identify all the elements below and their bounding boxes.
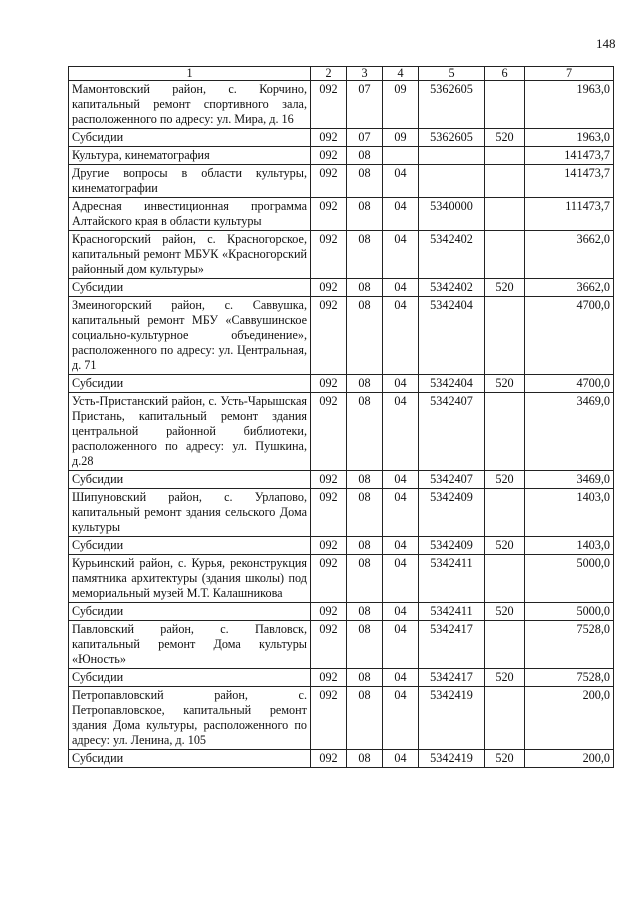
column-header: 7 xyxy=(525,67,614,81)
target-article-cell: 5340000 xyxy=(419,198,485,231)
amount-cell: 111473,7 xyxy=(525,198,614,231)
target-article-cell: 5342409 xyxy=(419,537,485,555)
amount-cell: 1963,0 xyxy=(525,81,614,129)
amount-cell: 3662,0 xyxy=(525,279,614,297)
amount-cell: 7528,0 xyxy=(525,669,614,687)
column-header: 1 xyxy=(69,67,311,81)
section-cell: 08 xyxy=(347,621,383,669)
amount-cell: 200,0 xyxy=(525,750,614,768)
row-name-cell: Субсидии xyxy=(69,375,311,393)
table-row xyxy=(69,750,614,768)
section-cell: 08 xyxy=(347,555,383,603)
expense-type-cell: 520 xyxy=(485,603,525,621)
expense-type-cell xyxy=(485,297,525,375)
section-cell: 07 xyxy=(347,81,383,129)
amount-cell: 1403,0 xyxy=(525,537,614,555)
target-article-cell: 5342407 xyxy=(419,393,485,471)
admin-code-cell: 092 xyxy=(311,750,347,768)
target-article-cell: 5342404 xyxy=(419,375,485,393)
table-row xyxy=(69,231,614,279)
amount-cell: 141473,7 xyxy=(525,165,614,198)
section-cell: 08 xyxy=(347,669,383,687)
target-article-cell xyxy=(419,165,485,198)
expense-type-cell xyxy=(485,231,525,279)
row-name-cell: Субсидии xyxy=(69,669,311,687)
section-cell: 08 xyxy=(347,489,383,537)
subsection-cell: 04 xyxy=(383,297,419,375)
row-name-cell: Павловский район, с. Павловск, капитальный ремонт Дома культуры «Юность» xyxy=(69,621,311,669)
amount-cell: 3662,0 xyxy=(525,231,614,279)
budget-table xyxy=(68,66,614,768)
expense-type-cell xyxy=(485,555,525,603)
expense-type-cell xyxy=(485,393,525,471)
amount-cell: 4700,0 xyxy=(525,297,614,375)
admin-code-cell: 092 xyxy=(311,471,347,489)
table-row xyxy=(69,147,614,165)
subsection-cell: 04 xyxy=(383,231,419,279)
admin-code-cell: 092 xyxy=(311,81,347,129)
target-article-cell: 5342402 xyxy=(419,231,485,279)
section-cell: 08 xyxy=(347,393,383,471)
subsection-cell: 04 xyxy=(383,621,419,669)
expense-type-cell xyxy=(485,147,525,165)
section-cell: 07 xyxy=(347,129,383,147)
subsection-cell: 04 xyxy=(383,750,419,768)
expense-type-cell: 520 xyxy=(485,537,525,555)
admin-code-cell: 092 xyxy=(311,231,347,279)
admin-code-cell: 092 xyxy=(311,621,347,669)
section-cell: 08 xyxy=(347,147,383,165)
table-row xyxy=(69,471,614,489)
subsection-cell: 04 xyxy=(383,165,419,198)
section-cell: 08 xyxy=(347,687,383,750)
target-article-cell: 5342402 xyxy=(419,279,485,297)
amount-cell: 141473,7 xyxy=(525,147,614,165)
admin-code-cell: 092 xyxy=(311,147,347,165)
row-name-cell: Курьинский район, с. Курья, реконструкция памятника архитектуры (здания школы) под мемориальный музей М.Т. Калашникова xyxy=(69,555,311,603)
expense-type-cell xyxy=(485,81,525,129)
subsection-cell: 04 xyxy=(383,198,419,231)
target-article-cell: 5362605 xyxy=(419,81,485,129)
subsection-cell: 04 xyxy=(383,555,419,603)
section-cell: 08 xyxy=(347,279,383,297)
admin-code-cell: 092 xyxy=(311,555,347,603)
row-name-cell: Другие вопросы в области культуры, кинематографии xyxy=(69,165,311,198)
amount-cell: 7528,0 xyxy=(525,621,614,669)
row-name-cell: Петропавловский район, с. Петропавловское, капитальный ремонт здания Дома культуры, расположенного по адресу: ул. Ленина, д. 105 xyxy=(69,687,311,750)
table-row xyxy=(69,555,614,603)
section-cell: 08 xyxy=(347,375,383,393)
section-cell: 08 xyxy=(347,537,383,555)
admin-code-cell: 092 xyxy=(311,198,347,231)
expense-type-cell xyxy=(485,198,525,231)
expense-type-cell xyxy=(485,621,525,669)
column-number-header-row xyxy=(69,67,614,81)
row-name-cell: Змеиногорский район, с. Саввушка, капитальный ремонт МБУ «Саввушинское социально-культурное объединение», расположенного по адресу: ул. Центральная, д. 71 xyxy=(69,297,311,375)
row-name-cell: Субсидии xyxy=(69,537,311,555)
table-row xyxy=(69,489,614,537)
row-name-cell: Культура, кинематография xyxy=(69,147,311,165)
amount-cell: 5000,0 xyxy=(525,603,614,621)
subsection-cell: 04 xyxy=(383,471,419,489)
target-article-cell: 5342417 xyxy=(419,621,485,669)
target-article-cell: 5342411 xyxy=(419,603,485,621)
column-header: 3 xyxy=(347,67,383,81)
target-article-cell: 5342409 xyxy=(419,489,485,537)
expense-type-cell xyxy=(485,687,525,750)
column-header: 6 xyxy=(485,67,525,81)
subsection-cell: 04 xyxy=(383,669,419,687)
section-cell: 08 xyxy=(347,471,383,489)
subsection-cell: 09 xyxy=(383,81,419,129)
expense-type-cell: 520 xyxy=(485,471,525,489)
amount-cell: 3469,0 xyxy=(525,471,614,489)
target-article-cell: 5342417 xyxy=(419,669,485,687)
admin-code-cell: 092 xyxy=(311,165,347,198)
subsection-cell: 09 xyxy=(383,129,419,147)
expense-type-cell: 520 xyxy=(485,669,525,687)
table-row xyxy=(69,621,614,669)
target-article-cell xyxy=(419,147,485,165)
expense-type-cell: 520 xyxy=(485,279,525,297)
target-article-cell: 5342407 xyxy=(419,471,485,489)
expense-type-cell xyxy=(485,489,525,537)
expense-type-cell: 520 xyxy=(485,750,525,768)
section-cell: 08 xyxy=(347,165,383,198)
row-name-cell: Усть-Пристанский район, с. Усть-Чарышская Пристань, капитальный ремонт здания центральной районной библиотеки, расположенного по адресу: ул. Пушкина, д.28 xyxy=(69,393,311,471)
table-row xyxy=(69,279,614,297)
row-name-cell: Субсидии xyxy=(69,603,311,621)
page-number: 148 xyxy=(596,36,616,51)
expense-type-cell: 520 xyxy=(485,129,525,147)
column-header: 2 xyxy=(311,67,347,81)
amount-cell: 3469,0 xyxy=(525,393,614,471)
row-name-cell: Шипуновский район, с. Урлапово, капитальный ремонт здания сельского Дома культуры xyxy=(69,489,311,537)
table-row xyxy=(69,669,614,687)
amount-cell: 200,0 xyxy=(525,687,614,750)
table-row xyxy=(69,297,614,375)
amount-cell: 1963,0 xyxy=(525,129,614,147)
amount-cell: 1403,0 xyxy=(525,489,614,537)
admin-code-cell: 092 xyxy=(311,537,347,555)
admin-code-cell: 092 xyxy=(311,129,347,147)
section-cell: 08 xyxy=(347,231,383,279)
admin-code-cell: 092 xyxy=(311,603,347,621)
section-cell: 08 xyxy=(347,750,383,768)
row-name-cell: Красногорский район, с. Красногорское, капитальный ремонт МБУК «Красногорский районный дом культуры» xyxy=(69,231,311,279)
subsection-cell: 04 xyxy=(383,375,419,393)
table-body xyxy=(69,81,614,768)
column-header: 4 xyxy=(383,67,419,81)
row-name-cell: Субсидии xyxy=(69,750,311,768)
target-article-cell: 5342404 xyxy=(419,297,485,375)
table-row xyxy=(69,129,614,147)
admin-code-cell: 092 xyxy=(311,297,347,375)
admin-code-cell: 092 xyxy=(311,489,347,537)
table-row xyxy=(69,393,614,471)
subsection-cell xyxy=(383,147,419,165)
subsection-cell: 04 xyxy=(383,279,419,297)
admin-code-cell: 092 xyxy=(311,687,347,750)
section-cell: 08 xyxy=(347,603,383,621)
table-row xyxy=(69,603,614,621)
subsection-cell: 04 xyxy=(383,537,419,555)
table-row xyxy=(69,537,614,555)
subsection-cell: 04 xyxy=(383,603,419,621)
expense-type-cell: 520 xyxy=(485,375,525,393)
row-name-cell: Субсидии xyxy=(69,279,311,297)
row-name-cell: Адресная инвестиционная программа Алтайского края в области культуры xyxy=(69,198,311,231)
target-article-cell: 5342419 xyxy=(419,687,485,750)
table-row xyxy=(69,165,614,198)
amount-cell: 5000,0 xyxy=(525,555,614,603)
subsection-cell: 04 xyxy=(383,393,419,471)
table-row xyxy=(69,198,614,231)
subsection-cell: 04 xyxy=(383,489,419,537)
table-row xyxy=(69,81,614,129)
table-row xyxy=(69,687,614,750)
target-article-cell: 5342419 xyxy=(419,750,485,768)
admin-code-cell: 092 xyxy=(311,393,347,471)
admin-code-cell: 092 xyxy=(311,279,347,297)
admin-code-cell: 092 xyxy=(311,669,347,687)
row-name-cell: Субсидии xyxy=(69,129,311,147)
section-cell: 08 xyxy=(347,297,383,375)
expense-type-cell xyxy=(485,165,525,198)
row-name-cell: Мамонтовский район, с. Корчино, капитальный ремонт спортивного зала, расположенного по адресу: ул. Мира, д. 16 xyxy=(69,81,311,129)
row-name-cell: Субсидии xyxy=(69,471,311,489)
column-header: 5 xyxy=(419,67,485,81)
table-row xyxy=(69,375,614,393)
section-cell: 08 xyxy=(347,198,383,231)
target-article-cell: 5342411 xyxy=(419,555,485,603)
target-article-cell: 5362605 xyxy=(419,129,485,147)
subsection-cell: 04 xyxy=(383,687,419,750)
amount-cell: 4700,0 xyxy=(525,375,614,393)
admin-code-cell: 092 xyxy=(311,375,347,393)
